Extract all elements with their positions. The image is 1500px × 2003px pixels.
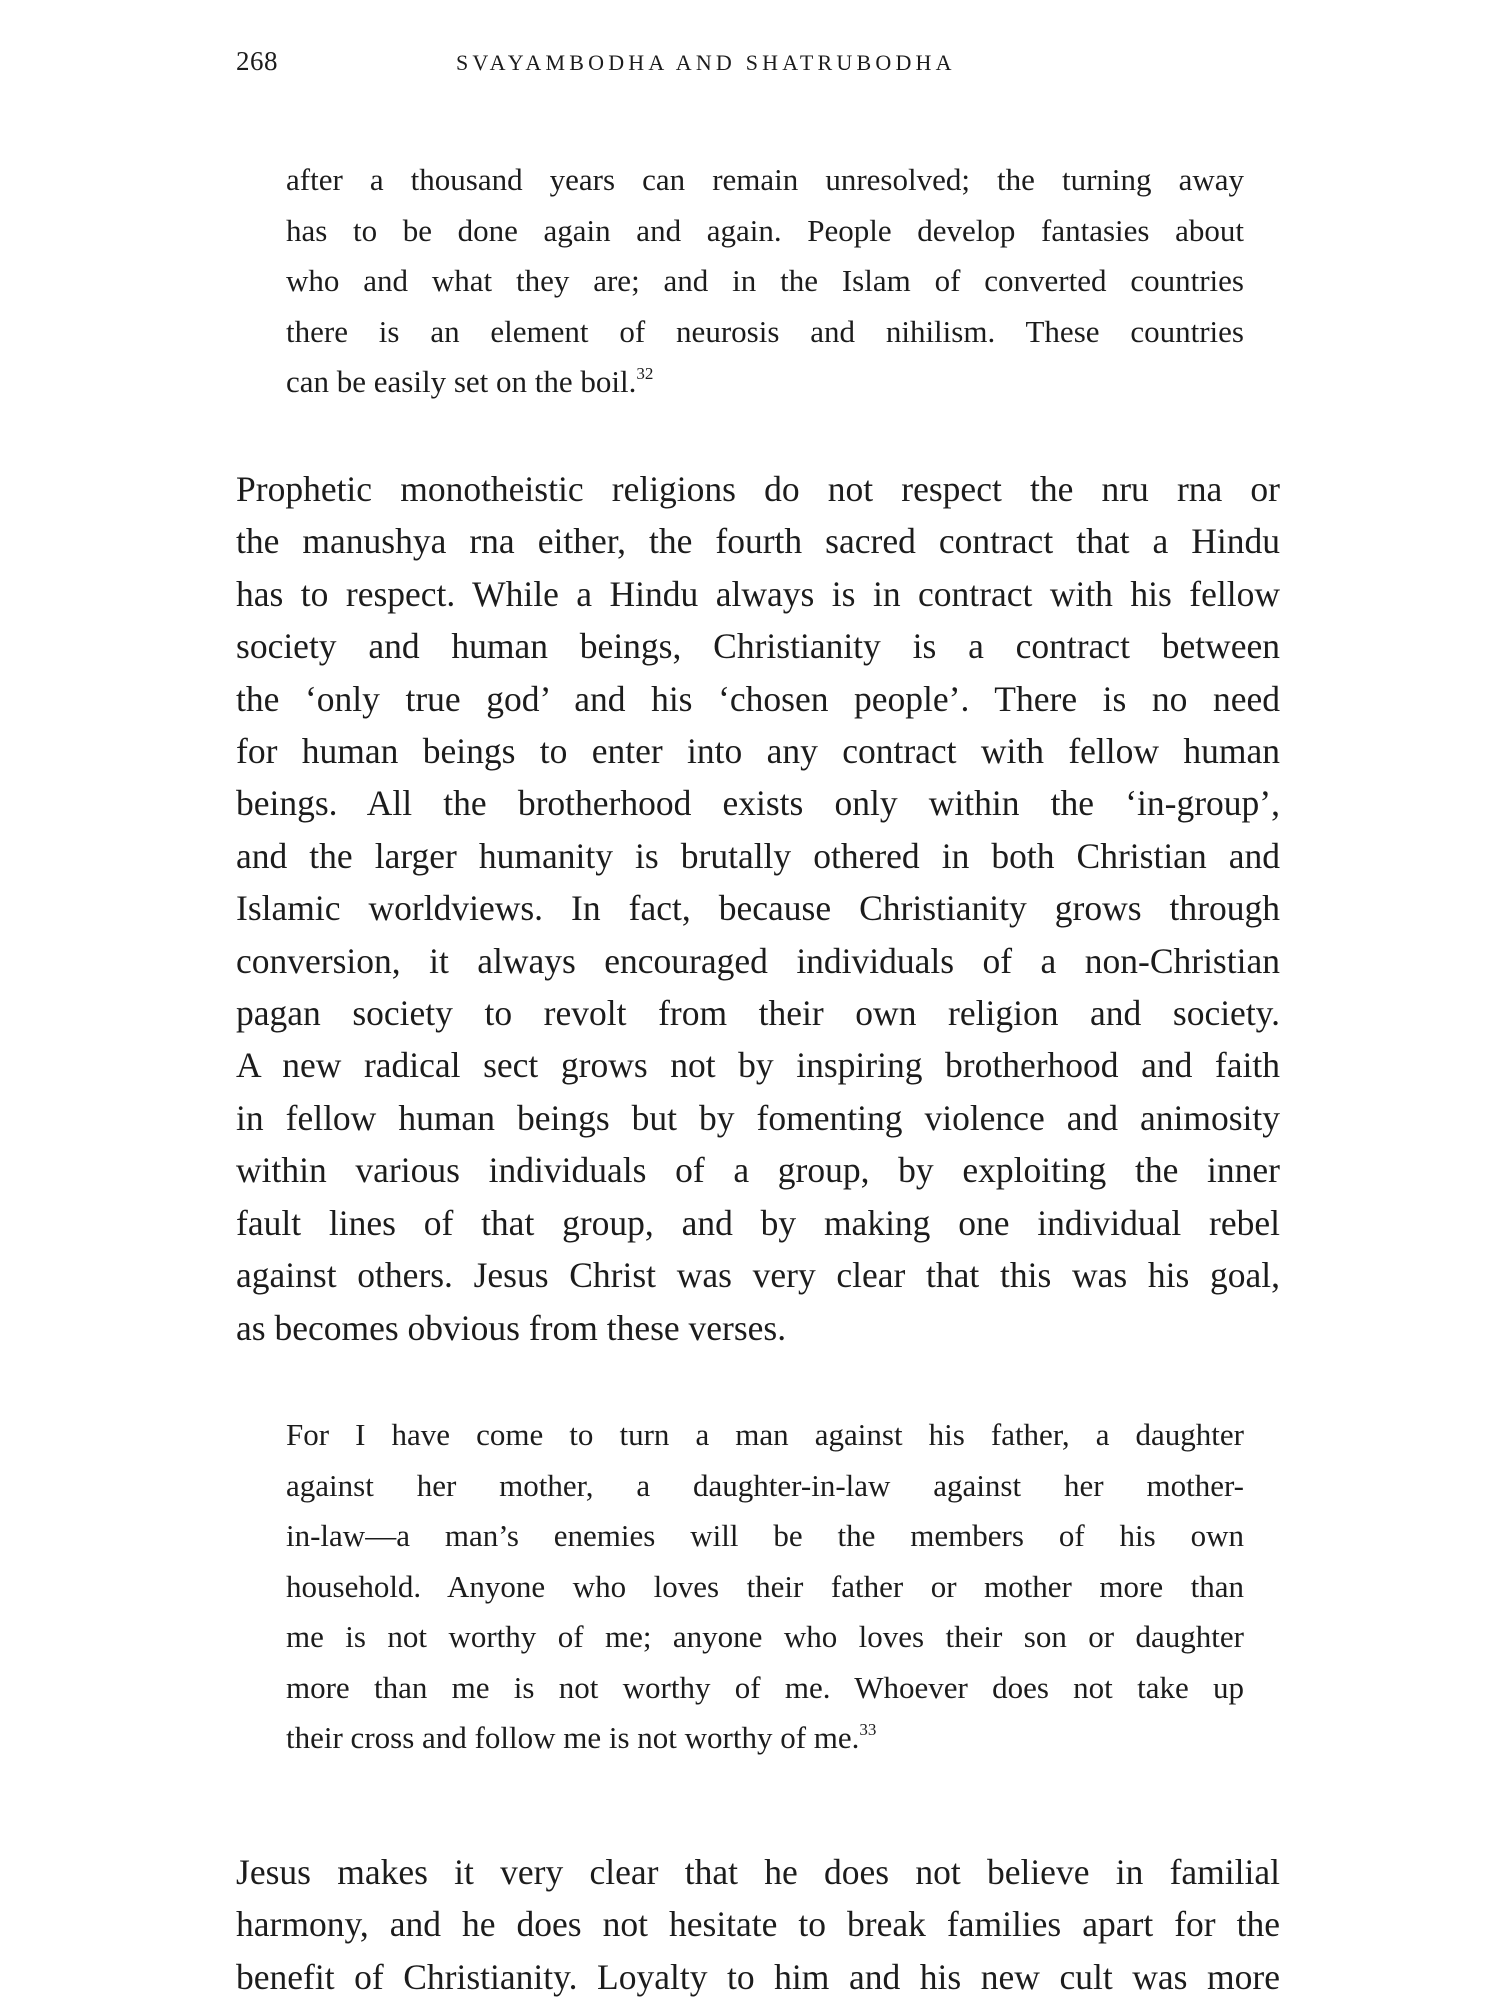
para-line: within various individuals of a group, by exploiting the inner [236,1150,1280,1191]
quote-line-text: can be easily set on the boil. [286,364,637,399]
quote-line: in-law—a man’s enemies will be the members of his own [286,1518,1244,1553]
quote-line: who and what they are; and in the Islam of converted countries [286,263,1244,298]
quote-line: after a thousand years can remain unresolved; the turning away [286,162,1244,197]
body-paragraph-2 [236,1846,1280,2003]
para-line: A new radical sect grows not by inspiring brotherhood and faith [236,1045,1280,1086]
para-line: Islamic worldviews. In fact, because Christianity grows through [236,888,1280,929]
para-line: Jesus makes it very clear that he does not believe in familial [236,1852,1280,1892]
para-line: Prophetic monotheistic religions do not respect the nru rna or [236,469,1280,509]
block-quote-2 [286,1410,1244,1764]
para-line: the manushya rna either, the fourth sacred contract that a Hindu [236,521,1280,562]
body-paragraph-1 [236,463,1280,1354]
running-head [236,46,1280,86]
para-line: pagan society to revolt from their own religion and society. [236,993,1280,1034]
para-line: in fellow human beings but by fomenting violence and animosity [236,1097,1280,1138]
quote-line: there is an element of neurosis and nihilism. These countries [286,313,1244,349]
quote-line-text: their cross and follow me is not worthy of me. [286,1720,860,1755]
quote-line: For I have come to turn a man against his father, a daughter [286,1417,1244,1452]
quote-line-last [286,357,1244,408]
para-line: has to respect. While a Hindu always is in contract with his fellow [236,573,1280,614]
para-line: harmony, and he does not hesitate to break families apart for the [236,1904,1280,1945]
quote-line: more than me is not worthy of me. Whoever does not take up [286,1669,1244,1705]
quote-line: against her mother, a daughter-in-law against her mother- [286,1467,1244,1503]
para-line: fault lines of that group, and by making one individual rebel [236,1202,1280,1243]
para-line: the ‘only true god’ and his ‘chosen people’. There is no need [236,678,1280,719]
para-line: conversion, it always encouraged individuals of a non-Christian [236,940,1280,981]
footnote-marker[interactable]: 33 [859,1719,877,1739]
para-line-last: as becomes obvious from these verses. [236,1307,787,1348]
quote-line: household. Anyone who loves their father or mother more than [286,1568,1244,1604]
para-line: and the larger humanity is brutally othered in both Christian and [236,835,1280,876]
para-line: beings. All the brotherhood exists only within the ‘in-group’, [236,783,1280,824]
quote-line-last [286,1713,1244,1764]
running-title: SVAYAMBODHA AND SHATRUBODHA [456,50,956,75]
page-number: 268 [236,46,278,76]
quote-line: me is not worthy of me; anyone who loves their son or daughter [286,1619,1244,1654]
block-quote-1 [286,155,1244,408]
para-line: society and human beings, Christianity is a contract between [236,626,1280,667]
para-line: benefit of Christianity. Loyalty to him and his new cult was more [236,1956,1280,1997]
footnote-marker[interactable]: 32 [636,363,654,383]
para-line: for human beings to enter into any contract with fellow human [236,731,1280,772]
para-line: against others. Jesus Christ was very clear that this was his goal, [236,1255,1280,1296]
quote-line: has to be done again and again. People develop fantasies about [286,212,1244,248]
